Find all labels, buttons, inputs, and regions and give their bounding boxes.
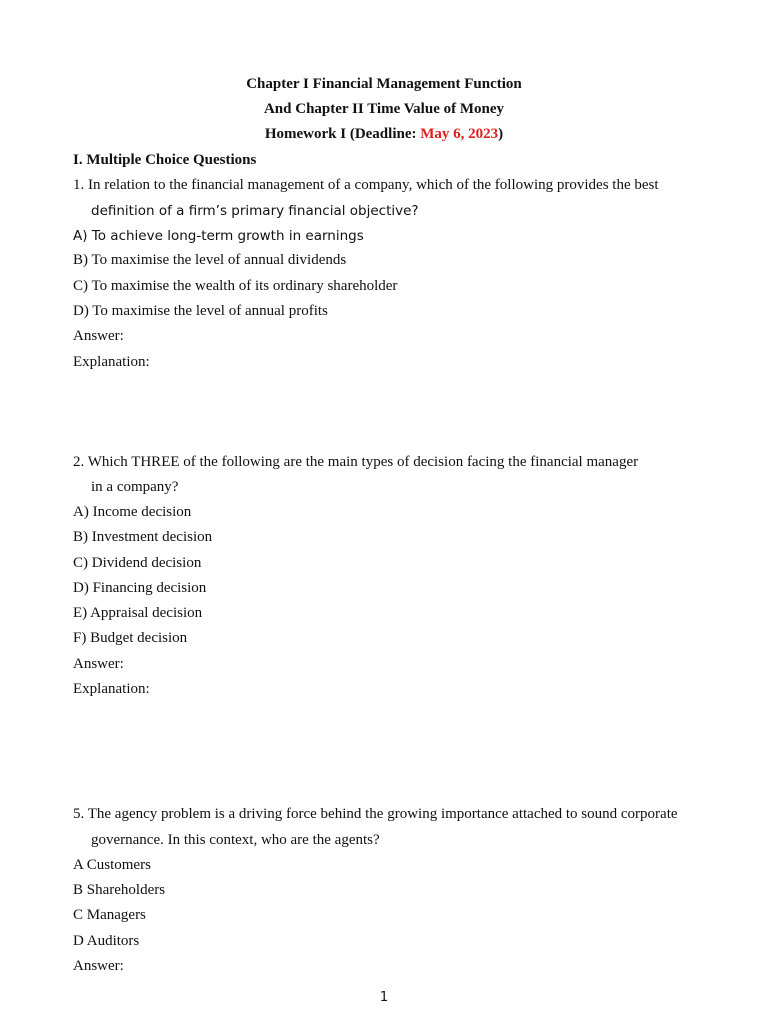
title-line-1: Chapter I Financial Management Function — [246, 76, 522, 92]
title-line-2: And Chapter II Time Value of Money — [263, 101, 505, 117]
q5-option-b: B Shareholders — [73, 882, 166, 898]
page-number: 1 — [379, 990, 389, 1005]
q2-option-b: B) Investment decision — [73, 529, 213, 545]
deadline-date: May 6, 2023 — [420, 126, 499, 142]
q2-answer-label: Answer: — [73, 656, 124, 672]
q1-text-line-2: definition of a firm’s primary financial objective? — [91, 203, 419, 219]
q2-text-line-2: in a company? — [91, 479, 179, 495]
q1-option-c: C) To maximise the wealth of its ordinary shareholder — [73, 278, 398, 294]
q5-option-a: A Customers — [73, 857, 151, 873]
q1-answer-label: Answer: — [73, 328, 124, 344]
homework-suffix: ) — [498, 126, 504, 142]
q5-text-line-2: governance. In this context, who are the agents? — [91, 832, 380, 848]
q5-answer-label: Answer: — [73, 958, 124, 974]
q1-option-d: D) To maximise the level of annual profits — [73, 303, 328, 319]
q2-option-f: F) Budget decision — [73, 630, 188, 646]
homework-prefix: Homework I (Deadline: — [264, 126, 421, 142]
homework-line — [0, 124, 768, 144]
q2-explanation-label: Explanation: — [73, 681, 150, 697]
q1-option-a: A) To achieve long-term growth in earnings — [73, 228, 364, 244]
q2-text-line-1: 2. Which THREE of the following are the main types of decision facing the financial manager — [73, 454, 639, 470]
q2-option-d: D) Financing decision — [73, 580, 207, 596]
q5-option-c: C Managers — [73, 907, 146, 923]
q1-explanation-label: Explanation: — [73, 354, 150, 370]
q2-option-a: A) Income decision — [73, 504, 192, 520]
q5-text-line-1: 5. The agency problem is a driving force behind the growing importance attached to sound corporate — [73, 806, 678, 822]
q2-option-e: E) Appraisal decision — [73, 605, 203, 621]
q5-option-d: D Auditors — [73, 933, 140, 949]
q1-text-line-1: 1. In relation to the financial management of a company, which of the following provides the best — [73, 177, 659, 193]
q2-option-c: C) Dividend decision — [73, 555, 202, 571]
section-heading: I. Multiple Choice Questions — [73, 152, 257, 168]
q1-option-b: B) To maximise the level of annual dividends — [73, 252, 347, 268]
